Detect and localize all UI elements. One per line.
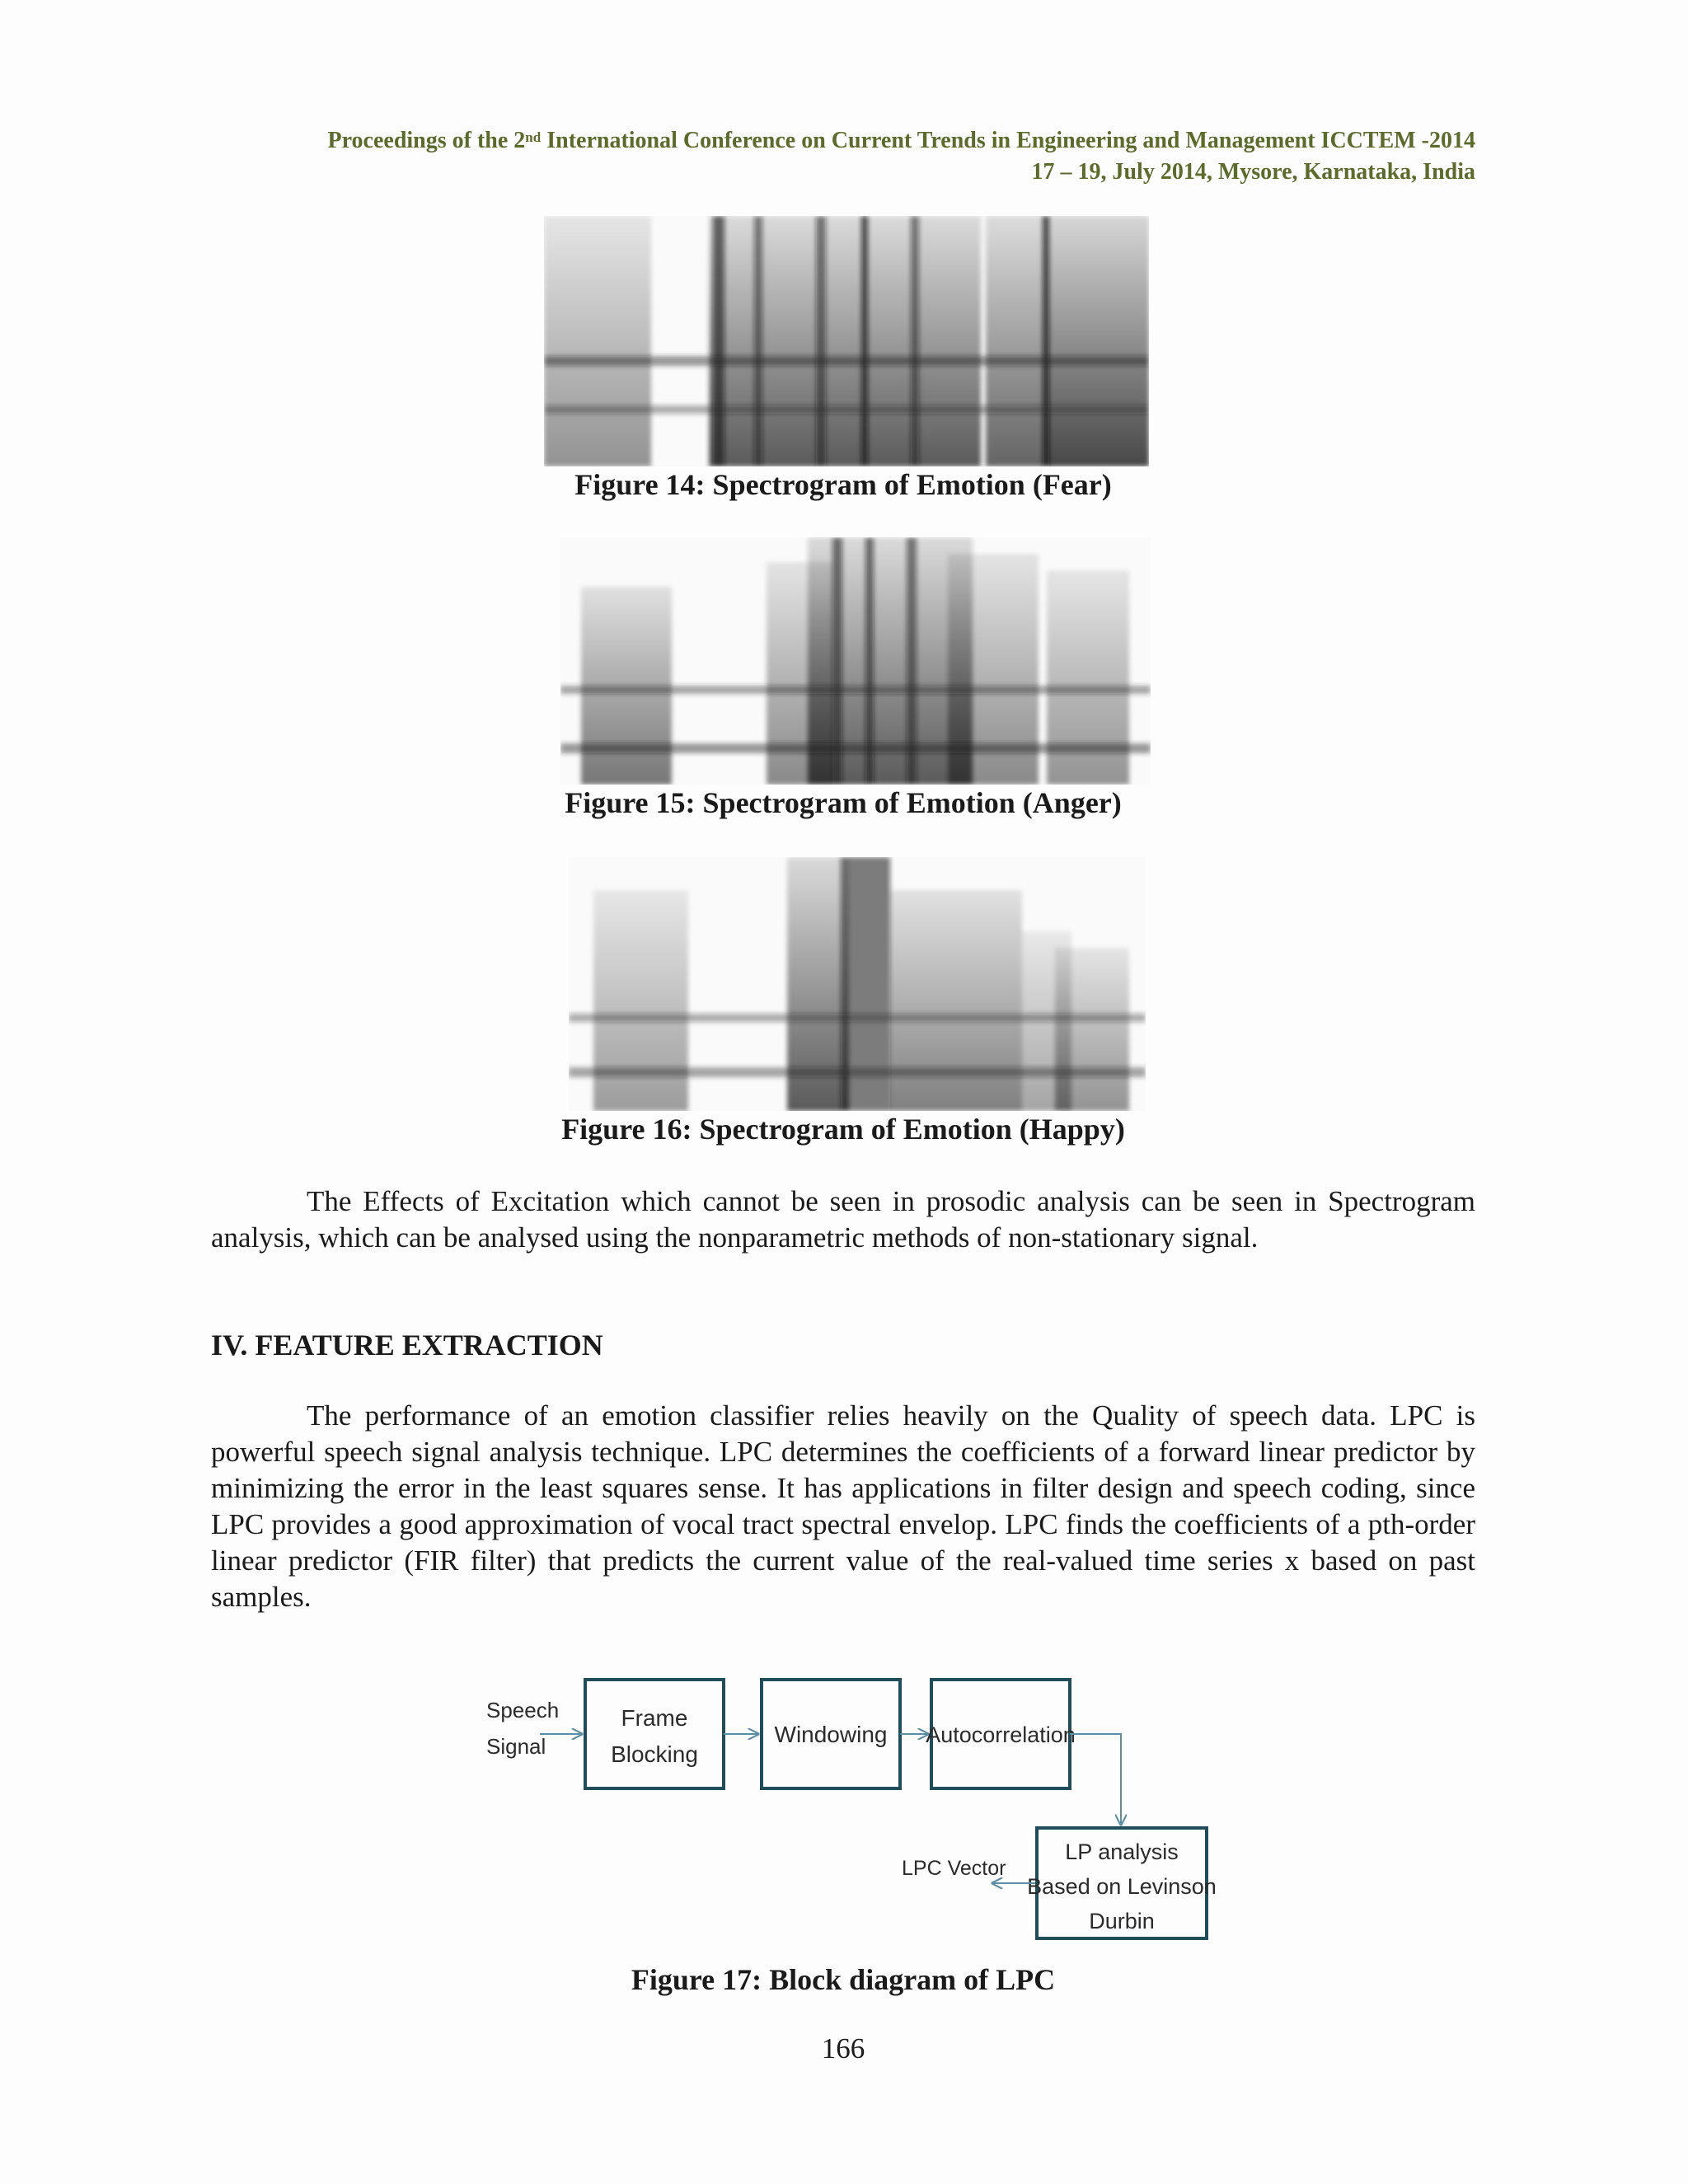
header-line-1: Proceedings of the 2nd International Conference on Current Trends in Engineering and Management ICCTEM -2014 [327, 128, 1475, 153]
paragraph-excitation: The Effects of Excitation which cannot be seen in prosodic analysis can be seen in Spectrogram analysis, which can be analysed using the nonparametric methods of non-stationary signal. [211, 1185, 1475, 1254]
section-heading: IV. FEATURE EXTRACTION [211, 1329, 603, 1361]
output-label: LPC Vector [902, 1857, 1006, 1880]
block-frame-blocking-line-2: Blocking [611, 1741, 698, 1767]
running-header [211, 125, 1475, 188]
input-label-line-1: Speech [486, 1698, 560, 1722]
input-label-line-2: Signal [486, 1734, 546, 1759]
block-frame-blocking-line-1: Frame [621, 1705, 688, 1731]
block-autocorrelation-label: Autocorrelation [926, 1722, 1076, 1747]
lpc-block-diagram [478, 1665, 1220, 1961]
arrow-autocorrelation-to-lp [1070, 1734, 1121, 1825]
page-number: 166 [821, 2032, 865, 2064]
figure-16-caption: Figure 16: Spectrogram of Emotion (Happy) [561, 1113, 1125, 1146]
block-lp-analysis-line-1: LP analysis [1065, 1840, 1179, 1864]
spectrogram-happy [569, 857, 1146, 1111]
figure-14-caption: Figure 14: Spectrogram of Emotion (Fear) [574, 468, 1112, 501]
block-lp-analysis-line-3: Durbin [1089, 1909, 1155, 1933]
block-lp-analysis-line-2: Based on Levinson [1027, 1874, 1217, 1899]
figure-17-caption: Figure 17: Block diagram of LPC [631, 1963, 1056, 1996]
spectrogram-anger [560, 537, 1151, 785]
block-frame-blocking [585, 1680, 724, 1788]
paragraph-lpc: The performance of an emotion classifier relies heavily on the Quality of speech data. LPC is powerful speech signal analysis technique. LPC determines the coefficients of a forward linear predictor by minimizing the error in the least squares sense. It has applications in filter design and speech coding, since LPC provides a good approximation of vocal tract spectral envelop. LPC finds the coefficients of a pth-order linear predictor (FIR filter) that predicts the current value of the real-valued time series x based on past samples. [211, 1399, 1475, 1613]
figure-15-caption: Figure 15: Spectrogram of Emotion (Anger) [565, 786, 1122, 819]
block-windowing-label: Windowing [774, 1722, 888, 1747]
spectrogram-fear [544, 216, 1149, 466]
header-line-2: 17 – 19, July 2014, Mysore, Karnataka, India [1031, 159, 1475, 185]
